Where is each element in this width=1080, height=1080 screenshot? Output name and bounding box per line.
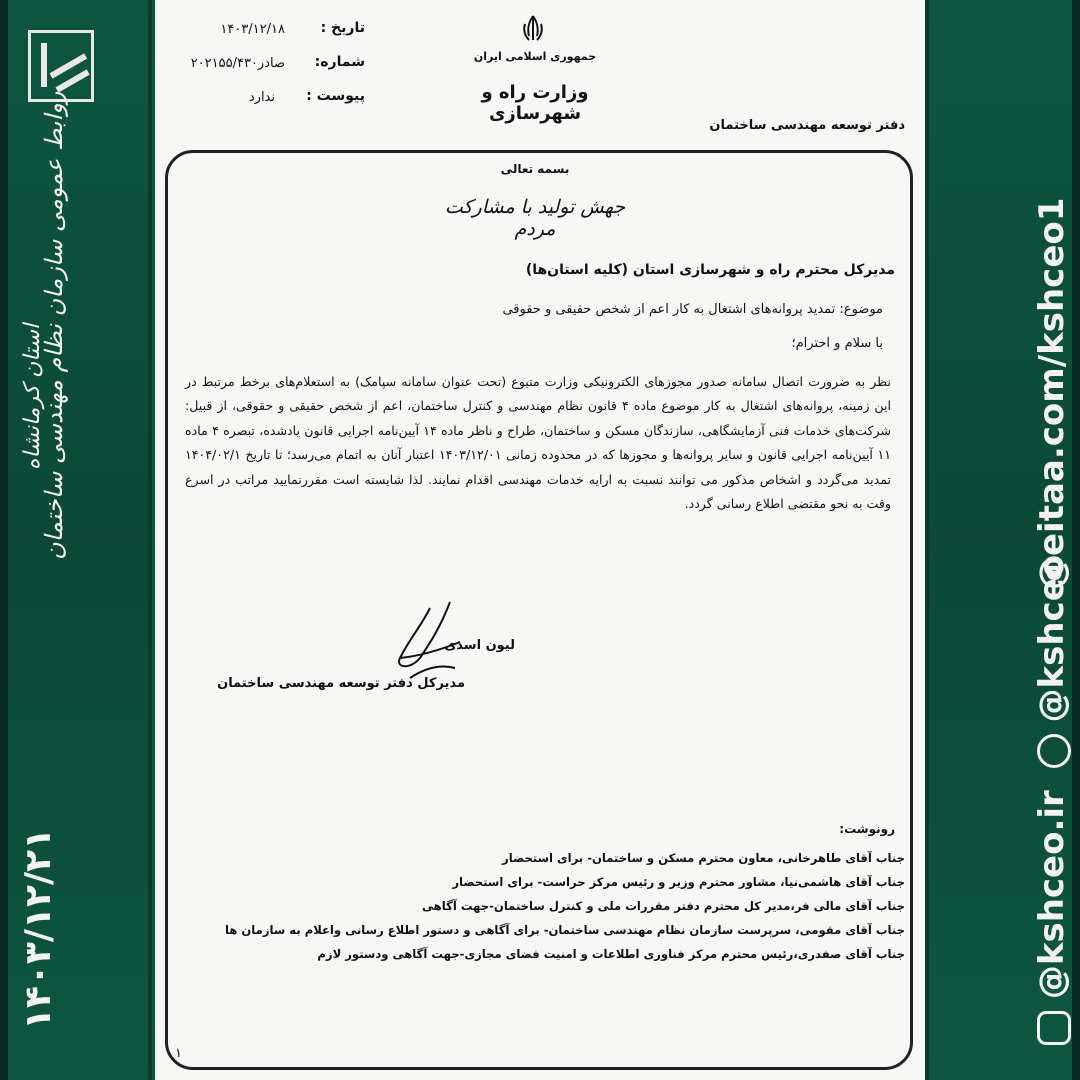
signer-name: لیون اسدی (444, 638, 515, 653)
cc-item: جناب آقای هاشمی‌نیا، مشاور محترم وزیر و رئیس مرکز حراست- برای استحضار (452, 875, 905, 889)
brand-name-line-2: استان کرمانشاه (20, 323, 45, 470)
subject-line: موضوع: تمدید پروانه‌های اشتغال به کار اعم از شخص حقیقی و حقوقی (502, 302, 883, 317)
attachment-label: پیوست : (306, 88, 365, 104)
number-value: ۲۰۲۱۵۵/۴۳۰صادر (190, 56, 285, 71)
signer-title: مدیرکل دفتر توسعه مهندسی ساختمان (217, 676, 465, 691)
post-date: ۱۴۰۳/۱۲/۲۱ (18, 827, 59, 1030)
handle-eitaa[interactable]: @eitaa.com/kshceo1 (1032, 197, 1072, 590)
cc-item: جناب آقای طاهرخانی، معاون محترم مسکن و ساختمان- برای استحضار (502, 851, 905, 865)
left-sidebar (0, 0, 152, 1080)
gov-name: جمهوری اسلامی ایران (473, 50, 597, 63)
addressee: مدیرکل محترم راه و شهرسازی استان (کلیه استان‌ها) (525, 262, 895, 278)
cc-heading: رونوشت: (839, 822, 895, 836)
cc-item: جناب آقای مقومی، سرپرست سازمان نظام مهندسی ساختمان- برای آگاهی و دستور اطلاع رسانی واعلام به سازمان ها (224, 923, 905, 937)
date-value: ۱۴۰۳/۱۲/۱۸ (220, 22, 285, 37)
iran-emblem-icon (517, 14, 549, 44)
brand-name-line-1: روابط عمومی سازمان نظام مهندسی ساختمان (40, 91, 68, 560)
number-label: شماره: (314, 54, 365, 70)
office-name: دفتر توسعه مهندسی ساختمان (709, 118, 905, 133)
ministry-name: وزارت راه و شهرسازی (481, 82, 589, 124)
page-number: ۱ (175, 1046, 182, 1061)
instagram-icon[interactable] (1037, 1011, 1071, 1045)
letter-body: نظر به ضرورت اتصال سامانه صدور مجوزهای الکترونیکی وزارت متبوع (تحت عنوان سامانه سپامک) به استعلام‌های برخط مرتبط در این زمینه، پروانه‌های اشتغال به کار موضوع ماده ۴ قانون نظام مهندسی و کنترل ساختمان، اعم از شخص حقیقی و حقوقی، از قبیل: شرکت‌های خدمات فنی آزمایشگاهی، سازندگان مسکن و ساختمان، طراح و ناظر ماده ۱۴ آیین‌نامه اجرایی قانون یادشده، تبصره ۴ ماده ۱۱ آیین‌نامه اجرایی قانون و سایر پروانه‌ها و مجوزها که در محدوده زمانی ۱۴۰۳/۱۲/۰۱ اعتبار آنان به اتمام می‌رسد؛ تا تاریخ ۱۴۰۴/۰۲/۱ تمدید می‌گردد و اشخاص مذکور می توانند نسبت به ارایه خدمات مهندسی اقدام نمایند. لذا شایسته است مقررنمایید مراتب در اسرع وقت به نحو مقتضی اطلاع رسانی گردد. (185, 374, 892, 512)
official-letter (155, 0, 925, 1080)
social-handles-lower (1032, 555, 1072, 1045)
telegram-icon[interactable] (1037, 734, 1071, 768)
social-handles-upper (1032, 198, 1072, 590)
handle-kshceo[interactable]: @kshceo (1032, 554, 1072, 723)
attachment-value: ندارد (248, 90, 275, 105)
date-label: تاریخ : (320, 20, 365, 36)
cc-item: جناب آقای مالی فر،مدیر کل محترم دفتر مقررات ملی و کنترل ساختمان-جهت آگاهی (421, 899, 905, 913)
bism-heading: بسمه تعالی (500, 162, 570, 176)
cc-list (215, 846, 905, 966)
handwritten-signature (370, 598, 490, 708)
slogan: جهش تولید با مشارکت مردم (444, 196, 626, 240)
greeting: با سلام و احترام؛ (791, 336, 883, 351)
handle-kshceo-ir[interactable]: @kshceo.ir (1032, 790, 1072, 1000)
cc-item: جناب آقای صفدری،رئیس محترم مرکز فناوری اطلاعات و امنیت فضای مجازی-جهت آگاهی ودستور لازم (317, 947, 905, 961)
